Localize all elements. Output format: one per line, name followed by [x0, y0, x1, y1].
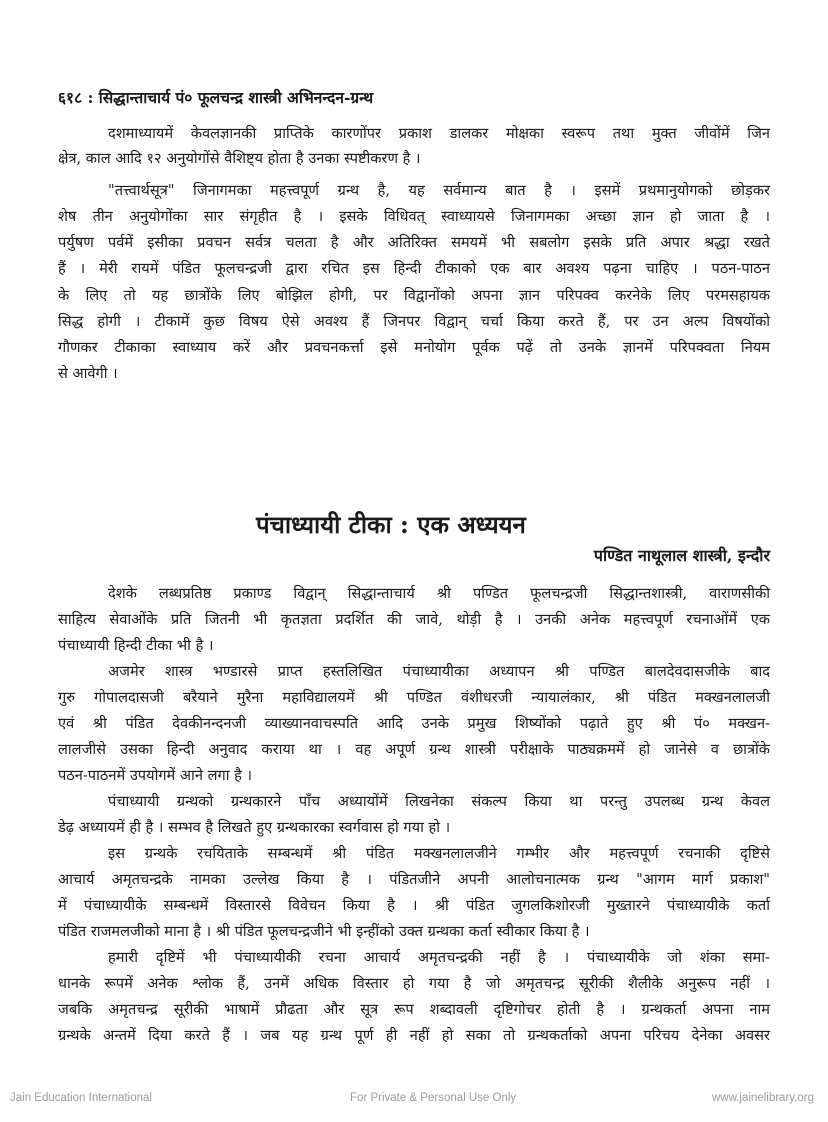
article-title: पंचाध्यायी टीका : एक अध्ययन [256, 510, 526, 539]
text-line: के लिए तो यह छात्रोंके लिए बोझिल होगी, पर विद्वानोंको अपना ज्ञान परिपक्व करनेके लिए परमसहायक [58, 287, 770, 304]
article-author: पण्डित नाथूलाल शास्त्री, इन्दौर [593, 546, 770, 565]
text-line: डेढ़ अध्यायमें ही है । सम्भव है लिखते हुए ग्रन्थकारका स्वर्गवास हो गया हो । [58, 819, 451, 836]
text-line: साहित्य सेवाओंके प्रति जितनी भी कृतज्ञता प्रदर्शित की जावे, थोड़ी है । उनकी अनेक महत्त्वपूर्ण रचनाओंमें एक [58, 611, 770, 628]
running-head: ६१८ : सिद्धान्ताचार्य पं० फूलचन्द्र शास्त्री अभिनन्दन-ग्रन्थ [58, 88, 374, 107]
text-line: पंडित राजमलजीको माना है । श्री पंडित फूलचन्द्रजीने भी इन्हींको उक्त ग्रन्थका कर्ता स्वीकार किया है । [58, 923, 590, 940]
text-line: गुरु गोपालदासजी बरैयाने मुरैना महाविद्यालयमें श्री पण्डित वंशीधरजी न्यायालंकार, श्री पंडित मक्खनलालजी [58, 689, 770, 706]
footer-website-link[interactable]: www.jainelibrary.org [711, 1092, 814, 1104]
text-line: सिद्ध होगी । टीकामें कुछ विषय ऐसे अवश्य हैं जिनपर विद्वान् चर्चा किया करते हैं, पर उन अल्प विषयोंको [58, 313, 770, 330]
footer-usage-note: For Private & Personal Use Only [350, 1092, 517, 1104]
text-line: देशके लब्धप्रतिष्ठ प्रकाण्ड विद्वान् सिद्धान्ताचार्य श्री पण्डित फूलचन्द्रजी सिद्धान्तशास्त्री, वाराणसीकी [108, 585, 770, 602]
text-line: पर्युषण पर्वमें इसीका प्रवचन सर्वत्र चलता है और अतिरिक्त समयमें भी सबलोग इसके प्रति अपार श्रद्धा रखते [58, 234, 770, 251]
text-line: जबकि अमृतचन्द्र सूरीकी भाषामें प्रौढता और सूत्र रूप शब्दावली दृष्टिगोचर होती है । ग्रन्थकर्ता अपना नाम [58, 1001, 770, 1018]
text-line: में पंचाध्यायीके सम्बन्धमें विस्तारसे विवेचन किया है । श्री पंडित जुगलकिशोरजी मुख्तारने पंचाध्यायीके कर्ता [58, 897, 770, 914]
text-line: पठन-पाठनमें उपयोगमें आने लगा है । [58, 767, 253, 784]
text-line: पंचाध्यायी ग्रन्थको ग्रन्थकारने पाँच अध्यायोंमें लिखनेका संकल्प किया था परन्तु उपलब्ध ग्रन्थ केवल [108, 793, 770, 810]
text-line: शेष तीन अनुयोगोंका सार संगृहीत है । इसके विधिवत् स्वाध्यायसे जिनागमका अच्छा ज्ञान हो जाता है । [58, 208, 770, 225]
text-line: गौणकर टीकाका स्वाध्याय करें और प्रवचनकर्त्ता इसे मनोयोग पूर्वक पढ़ें तो उनके ज्ञानमें परिपक्वता नियम [58, 339, 770, 356]
text-line: हमारी दृष्टिमें भी पंचाध्यायीकी रचना आचार्य अमृतचन्द्रकी नहीं है । पंचाध्यायीके जो शंका समा- [108, 949, 770, 966]
text-line: दशमाध्यायमें केवलज्ञानकी प्राप्तिके कारणोंपर प्रकाश डालकर मोक्षका स्वरूप तथा मुक्त जीवोंमें जिन [108, 125, 770, 142]
text-line: लालजीसे उसका हिन्दी अनुवाद कराया था । वह अपूर्ण ग्रन्थ शास्त्री परीक्षाके पाठ्यक्रममें हो जानेसे व छात्रोंके [58, 741, 770, 758]
text-line: आचार्य अमृतचन्द्रके नामका उल्लेख किया है । पंडितजीने अपनी आलोचनात्मक ग्रन्थ "आगम मार्ग प्रकाश" [58, 871, 770, 888]
text-line: "तत्त्वार्थसूत्र" जिनागमका महत्त्वपूर्ण ग्रन्थ है, यह सर्वमान्य बात है । इसमें प्रथमानुयोगको छोड़कर [108, 182, 770, 199]
text-line: अजमेर शास्त्र भण्डारसे प्राप्त हस्तलिखित पंचाध्यायीका अध्यापन श्री पण्डित बालदेवदासजीके बाद [108, 663, 770, 680]
footer-publisher: Jain Education International [10, 1092, 152, 1104]
text-line: धानके रूपमें अनेक श्लोक हैं, उनमें अधिक विस्तार हो गया है जो अमृतचन्द्र सूरीकी शैलीके अनुरूप नहीं । [58, 975, 770, 992]
text-line: हैं । मेरी रायमें पंडित फूलचन्द्रजी द्वारा रचित इस हिन्दी टीकाको एक बार अवश्य पढ़ना चाहिए । पठन-पाठन [58, 260, 770, 277]
text-line: इस ग्रन्थके रचयिताके सम्बन्धमें श्री पंडित मक्खनलालजीने गम्भीर और महत्त्वपूर्ण रचनाकी दृष्टिसे [108, 845, 770, 862]
text-line: एवं श्री पंडित देवकीनन्दनजी व्याख्यानवाचस्पति आदि उनके प्रमुख शिष्योंको पढ़ाते हुए श्री पं० मक्खन- [58, 715, 770, 732]
text-line: से आवेगी । [58, 365, 118, 382]
text-line: ग्रन्थके अन्तमें दिया करते हैं । जब यह ग्रन्थ पूर्ण ही नहीं हो सका तो ग्रन्थकर्ताको अपना परिचय देनेका अवसर [58, 1027, 770, 1044]
text-line: क्षेत्र, काल आदि १२ अनुयोगोंसे वैशिष्ट्य होता है उनका स्पष्टीकरण है । [58, 150, 421, 167]
text-line: पंचाध्यायी हिन्दी टीका भी है । [58, 637, 214, 654]
